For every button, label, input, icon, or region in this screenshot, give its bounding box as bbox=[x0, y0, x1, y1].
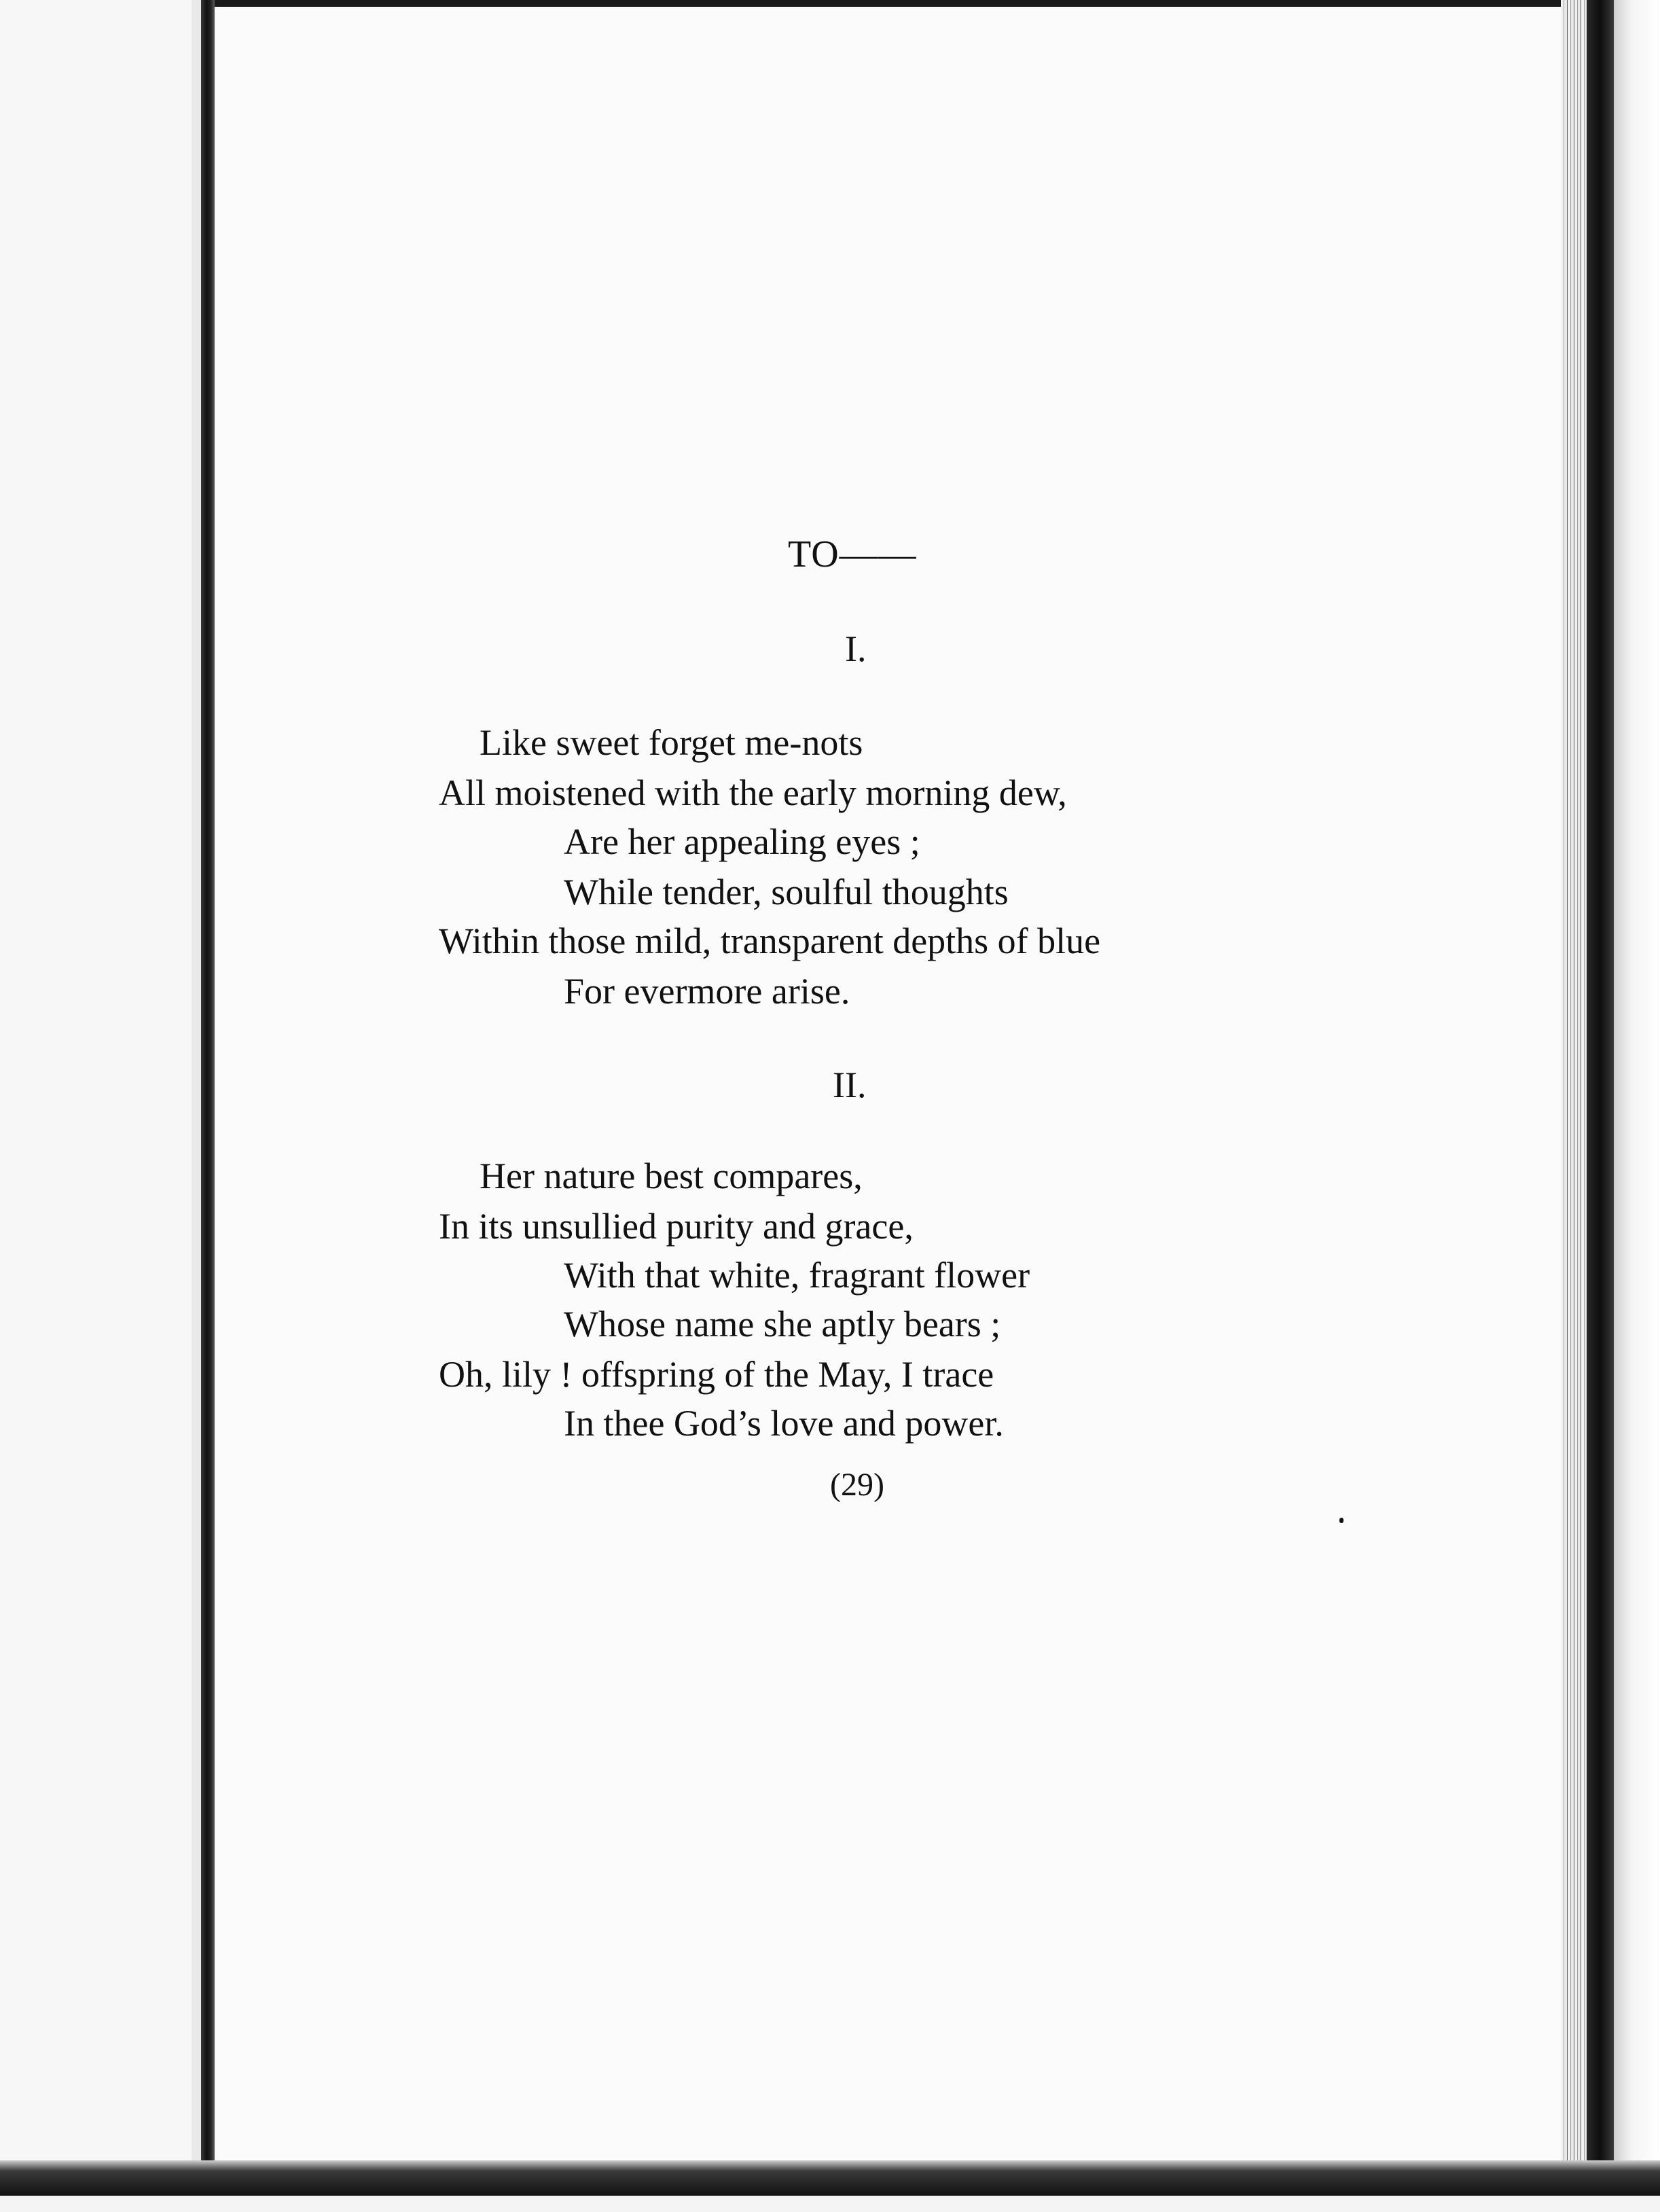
facing-page-edge bbox=[192, 0, 201, 2212]
poem-line: Whose name she aptly bears ; bbox=[564, 1304, 1001, 1344]
book-outer-edge bbox=[1614, 0, 1660, 2212]
poem-title: TO—— bbox=[788, 533, 917, 575]
page-number: (29) bbox=[830, 1467, 884, 1503]
poem-line: Within those mild, transparent depths of blue bbox=[439, 921, 1101, 961]
poem-line: With that white, fragrant flower bbox=[564, 1255, 1030, 1296]
poem-line: Like sweet forget me-nots bbox=[480, 722, 863, 763]
page-sheet bbox=[215, 0, 1561, 2160]
book-gutter bbox=[201, 0, 215, 2212]
poem-line: All moistened with the early morning dew, bbox=[439, 772, 1067, 813]
poem-line: For evermore arise. bbox=[564, 971, 850, 1012]
page-top-edge bbox=[215, 0, 1561, 7]
page-bottom-shadow bbox=[0, 2160, 1660, 2196]
section-numeral-1: I. bbox=[845, 628, 867, 669]
poem-line: Oh, lily ! offspring of the May, I trace bbox=[439, 1354, 994, 1395]
poem-line: Her nature best compares, bbox=[480, 1156, 863, 1196]
poem-line: In thee God’s love and power. bbox=[564, 1403, 1004, 1444]
facing-page-left bbox=[0, 0, 192, 2212]
poem-line: While tender, soulful thoughts bbox=[564, 872, 1009, 912]
page-bottom-edge bbox=[0, 2196, 1660, 2212]
section-numeral-2: II. bbox=[833, 1065, 867, 1105]
book-spine-shadow bbox=[1587, 0, 1614, 2212]
ink-speck bbox=[1339, 1518, 1343, 1523]
poem-line: Are her appealing eyes ; bbox=[564, 821, 920, 862]
poem-line: In its unsullied purity and grace, bbox=[439, 1206, 914, 1247]
